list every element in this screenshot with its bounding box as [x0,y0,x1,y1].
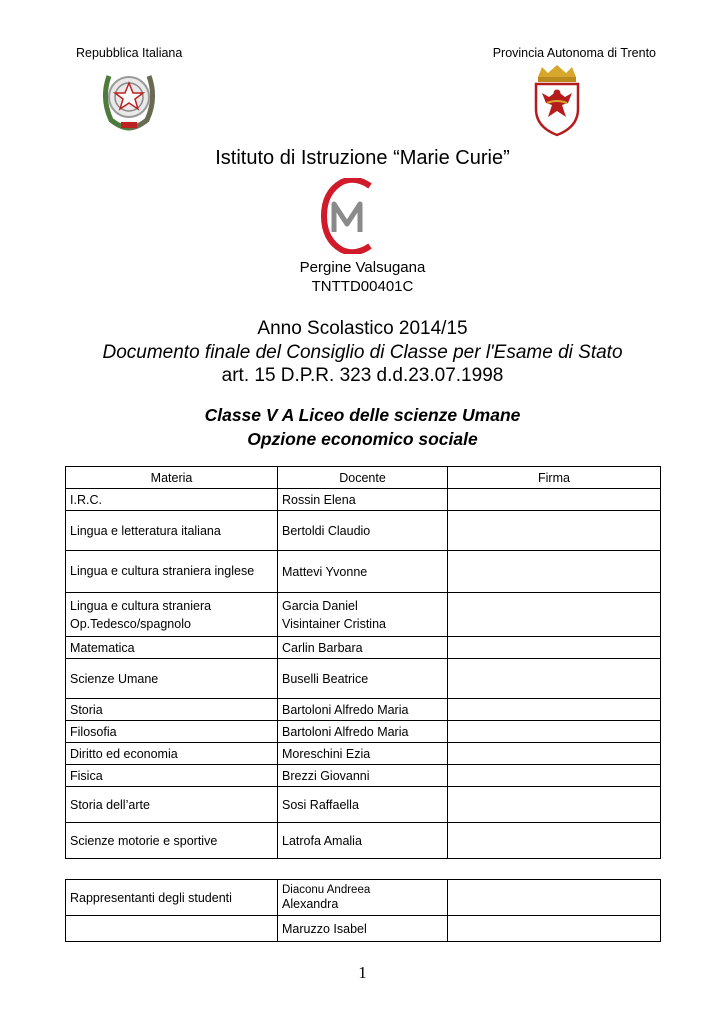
subject-cell: Diritto ed economia [66,743,278,765]
subject-line: Lingua e cultura straniera [70,598,212,613]
teacher-cell: Rossin Elena [278,489,448,511]
student-name-line: Diaconu Andreea [282,884,371,896]
table-row [66,489,661,511]
subject-cell: Lingua e letteratura italiana [66,511,278,551]
institute-name: Istituto di Istruzione “Marie Curie” [215,147,510,169]
students-table [65,879,661,942]
teacher-cell: Buselli Beatrice [278,659,448,699]
signature-cell [448,637,661,659]
header-signature: Firma [448,467,661,489]
signature-cell [448,916,661,942]
law-reference: art. 15 D.P.R. 323 d.d.23.07.1998 [221,365,504,386]
class-option: Opzione economico sociale [247,429,478,449]
teacher-line: Garcia Daniel [282,598,358,613]
table-row [66,551,661,593]
teacher-cell [278,593,448,637]
teacher-cell: Bartoloni Alfredo Maria [278,721,448,743]
table-row [66,916,661,942]
marie-curie-logo-icon [316,178,378,259]
students-label: Rappresentanti degli studenti [66,880,278,916]
table-row [66,511,661,551]
italian-republic-emblem-icon [99,64,159,137]
table-row [66,593,661,637]
signature-cell [448,699,661,721]
subject-line: Op.Tedesco/spagnolo [70,616,191,631]
signature-cell [448,743,661,765]
table-row [66,721,661,743]
subject-cell: Filosofia [66,721,278,743]
subject-cell: Storia [66,699,278,721]
student-cell: Maruzzo Isabel [278,916,448,942]
signature-cell [448,511,661,551]
table-row [66,787,661,823]
signature-cell [448,551,661,593]
class-title: Classe V A Liceo delle scienze Umane [204,405,521,425]
table-row [66,699,661,721]
subject-cell: Scienze motorie e sportive [66,823,278,859]
table-row [66,765,661,787]
teacher-cell: Brezzi Giovanni [278,765,448,787]
header-left: Repubblica Italiana [76,46,183,60]
school-year: Anno Scolastico 2014/15 [257,318,468,339]
signature-cell [448,489,661,511]
subject-cell: Matematica [66,637,278,659]
teacher-cell: Moreschini Ezia [278,743,448,765]
page-number: 1 [358,963,367,982]
teacher-cell: Bartoloni Alfredo Maria [278,699,448,721]
teachers-table [65,466,661,859]
signature-cell [448,765,661,787]
teacher-line: Visintainer Cristina [282,616,386,631]
trento-coat-of-arms-icon [530,63,584,142]
subject-cell: Scienze Umane [66,659,278,699]
header-teacher: Docente [278,467,448,489]
student-cell [278,880,448,916]
subject-cell: I.R.C. [66,489,278,511]
teacher-cell: Mattevi Yvonne [278,551,448,593]
teacher-cell: Carlin Barbara [278,637,448,659]
table-header-row [66,467,661,489]
signature-cell [448,659,661,699]
subject-cell [66,593,278,637]
signature-cell [448,593,661,637]
table-row [66,659,661,699]
empty-cell [66,916,278,942]
subject-cell: Storia dell’arte [66,787,278,823]
table-row [66,637,661,659]
subject-cell: Fisica [66,765,278,787]
teacher-cell: Sosi Raffaella [278,787,448,823]
teacher-cell: Latrofa Amalia [278,823,448,859]
signature-cell [448,823,661,859]
signature-cell [448,787,661,823]
signature-cell [448,880,661,916]
table-row [66,823,661,859]
subject-cell: Lingua e cultura straniera inglese [66,551,278,593]
table-row [66,743,661,765]
institute-code: TNTTD00401C [311,278,414,295]
table-row [66,880,661,916]
signature-cell [448,721,661,743]
document-title: Documento finale del Consiglio di Classe per l'Esame di Stato [102,342,623,363]
teacher-cell: Bertoldi Claudio [278,511,448,551]
student-name-line: Alexandra [282,897,339,911]
header-subject: Materia [66,467,278,489]
header-right: Provincia Autonoma di Trento [492,46,656,60]
institute-city: Pergine Valsugana [299,259,426,276]
